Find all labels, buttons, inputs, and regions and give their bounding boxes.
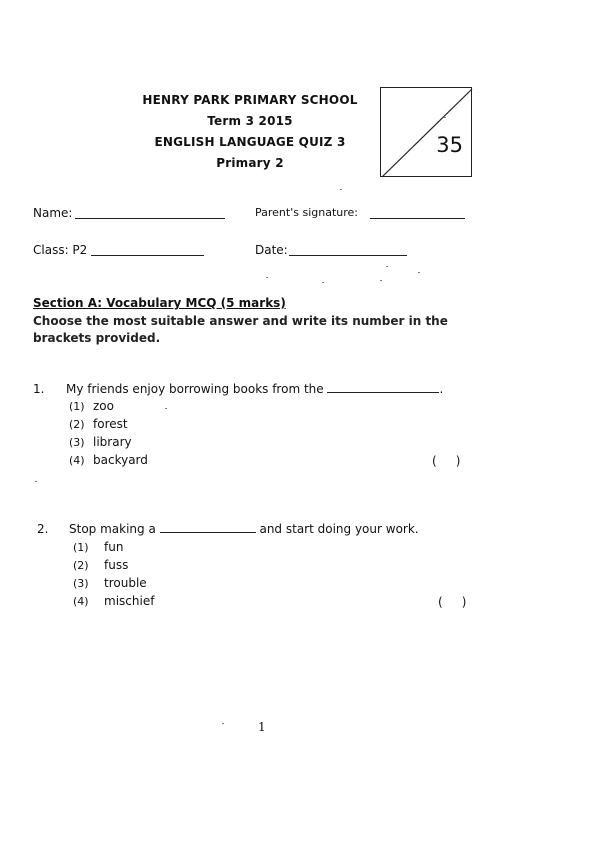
scan-speck	[35, 481, 37, 482]
quiz-title: ENGLISH LANGUAGE QUIZ 3	[154, 135, 346, 149]
question-1-stem: My friends enjoy borrowing books from the	[66, 382, 324, 396]
question-2-stem: Stop making a	[69, 522, 156, 536]
scan-speck	[380, 280, 382, 281]
question-2-number: 2.	[37, 522, 49, 536]
question-1-answer-bracket[interactable]: ( )	[432, 454, 461, 468]
question-1-option-1	[69, 399, 114, 413]
section-a-title: Section A: Vocabulary MCQ (5 marks)	[33, 296, 286, 310]
question-1-option-3	[69, 435, 132, 449]
page-number: 1	[258, 720, 266, 734]
option-number: (1)	[73, 541, 89, 554]
option-number: (4)	[69, 454, 85, 467]
question-1-option-4	[69, 453, 148, 467]
question-1-end: .	[439, 382, 444, 396]
question-2-option-1	[73, 540, 123, 554]
section-a-instruction: Choose the most suitable answer and write its number in the brackets provided.	[33, 314, 448, 345]
scan-speck	[418, 272, 420, 273]
option-text: library	[93, 435, 132, 449]
option-number: (3)	[69, 436, 85, 449]
option-number: (3)	[73, 577, 89, 590]
level-label: Primary 2	[216, 156, 284, 170]
question-2-option-2	[73, 558, 128, 572]
question-2-end: and start doing your work.	[259, 522, 419, 536]
option-number: (1)	[69, 400, 85, 413]
question-2-answer-bracket[interactable]: ( )	[438, 595, 467, 609]
option-text: forest	[93, 417, 128, 431]
question-1-number: 1.	[33, 382, 45, 396]
option-text: trouble	[104, 576, 147, 590]
scan-speck	[266, 277, 268, 278]
school-name: HENRY PARK PRIMARY SCHOOL	[142, 93, 358, 107]
question-2-option-3	[73, 576, 147, 590]
question-1-text	[66, 382, 443, 396]
scan-speck	[222, 723, 224, 724]
date-field[interactable]	[289, 255, 407, 256]
score-box	[380, 87, 472, 177]
option-text: fun	[104, 540, 124, 554]
option-number: (2)	[73, 559, 89, 572]
scan-speck	[340, 189, 342, 190]
question-2-option-4	[73, 594, 154, 608]
option-text: fuss	[104, 558, 129, 572]
class-field[interactable]	[91, 255, 204, 256]
scan-speck	[444, 117, 446, 118]
question-1-blank	[327, 391, 439, 393]
option-text: zoo	[93, 399, 114, 413]
name-label: Name:	[33, 206, 73, 220]
score-total: 35	[436, 133, 463, 157]
name-field[interactable]	[75, 218, 225, 219]
question-2-blank	[160, 531, 256, 533]
term-label: Term 3 2015	[207, 114, 293, 128]
option-number: (2)	[69, 418, 85, 431]
class-label: Class: P2	[33, 243, 88, 257]
option-number: (4)	[73, 595, 89, 608]
date-label: Date:	[255, 243, 288, 257]
scan-speck	[322, 282, 324, 283]
question-2-text	[69, 522, 419, 536]
parent-signature-field[interactable]	[370, 218, 465, 219]
option-text: mischief	[104, 594, 155, 608]
parent-signature-label: Parent's signature:	[255, 206, 358, 219]
question-1-option-2	[69, 417, 128, 431]
scan-speck	[386, 266, 388, 267]
scan-speck	[165, 408, 167, 409]
option-text: backyard	[93, 453, 148, 467]
